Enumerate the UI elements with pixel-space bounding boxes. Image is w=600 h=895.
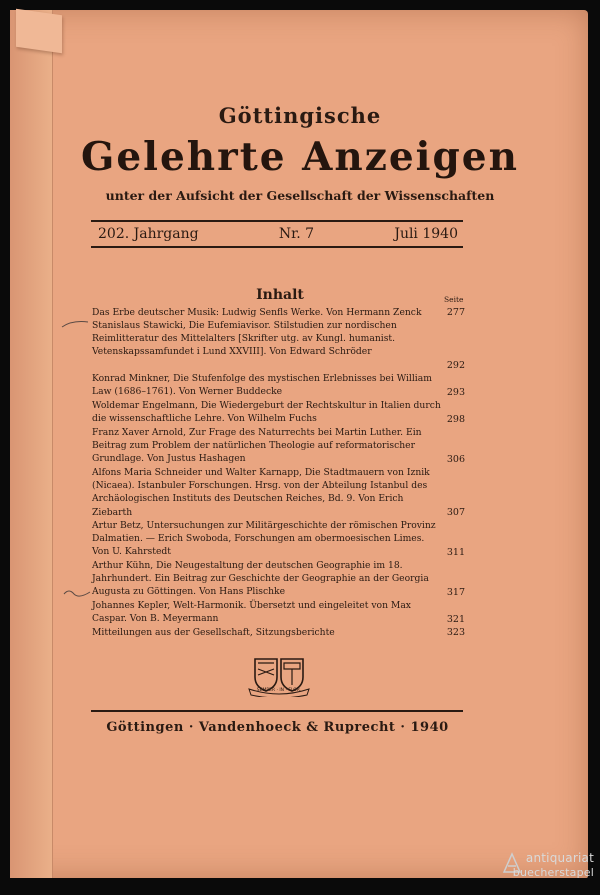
toc-entry [92, 519, 465, 559]
toc-entry-page: 321 [446, 613, 465, 625]
toc-entry-text: Mitteilungen aus der Gesellschaft, Sitzungsberichte [92, 627, 335, 638]
toc-entry [92, 626, 465, 639]
toc-entry [92, 559, 465, 599]
emblem-motto: SEMPER · IN · FLOR. [256, 688, 302, 693]
bottom-rule [91, 246, 463, 248]
toc-entry-text: Das Erbe deutscher Musik: Ludwig Senfls Werke. Von Hermann Zenck [92, 307, 422, 318]
watermark-line-1: antiquariat [525, 851, 594, 865]
toc-entry [92, 319, 465, 372]
toc-entry-text: Artur Betz, Untersuchungen zur Militärgeschichte der römischen Provinz Dalmatien. — Erich Swoboda, Forschungen am obermoesischen Limes. Von U. Kahrstedt [92, 520, 436, 558]
toc-entry-page: 292 [446, 359, 465, 371]
toc-entry [92, 372, 465, 399]
volume-label: 202. Jahrgang [98, 226, 199, 242]
toc-entry-text: Konrad Minkner, Die Stufenfolge des mystischen Erlebnisses bei William Law (1686–1761). Von Werner Buddecke [92, 373, 432, 398]
toc-entry [92, 466, 465, 519]
toc-entry-page: 317 [446, 586, 465, 598]
toc-entry-page: 298 [446, 413, 465, 425]
toc-entry [92, 399, 465, 426]
toc-entry-page: 306 [446, 453, 465, 465]
watermark-line-2: buecherstapel [512, 866, 594, 879]
toc-entry-text: Alfons Maria Schneider und Walter Karnapp, Die Stadtmauern von Iznik (Nicaea). Istanbuler Forschungen. Hrsg. von der Abteilung Istanbul des Archäologischen Instituts des Deutschen Reiches, Bd. 9. Von Erich Ziebarth [92, 467, 430, 518]
top-rule [91, 220, 463, 222]
toc-entry-text: Franz Xaver Arnold, Zur Frage des Naturrechts bei Martin Luther. Ein Beitrag zum Problem der natürlichen Theologie auf reformatorischer Grundlage. Von Justus Hashagen [92, 427, 422, 465]
journal-supervision-line: unter der Aufsicht der Gesellschaft der Wissenschaften [105, 188, 495, 203]
pencil-mark [62, 587, 92, 601]
journal-subtitle: Göttingische [218, 103, 382, 128]
toc-entry-text: Arthur Kühn, Die Neugestaltung der deutschen Geographie im 18. Jahrhundert. Ein Beitrag zur Geschichte der Geographie an der Georgia Augusta zu Göttingen. Von Hans Plischke [92, 560, 429, 598]
toc-entry [92, 306, 465, 319]
toc-heading: Inhalt [256, 287, 304, 303]
issue-date: Juli 1940 [394, 226, 458, 242]
toc-entry-page: 277 [446, 306, 465, 318]
issue-info [98, 226, 458, 242]
folded-corner [16, 9, 62, 53]
publisher-rule [91, 710, 463, 712]
toc-entry [92, 599, 465, 626]
pencil-mark [60, 318, 90, 330]
table-of-contents [92, 306, 465, 639]
toc-entry-page: 307 [446, 506, 465, 518]
toc-entry-page: 293 [446, 386, 465, 398]
toc-entry-page: 323 [446, 626, 465, 638]
toc-entry-text: Johannes Kepler, Welt-Harmonik. Übersetzt und eingeleitet von Max Caspar. Von B. Meyermann [92, 600, 411, 625]
toc-entry-text: Stanislaus Stawicki, Die Eufemiavisor. Stilstudien zur nordischen Reimlitteratur des Mittelalters [Skrifter utg. av Kungl. humanist. Vetenskapssamfundet i Lund XXVIII]. Von Edward Schröder [92, 320, 397, 358]
issue-number: Nr. 7 [278, 226, 315, 242]
toc-entry [92, 426, 465, 466]
publisher-line: Göttingen · Vandenhoeck & Ruprecht · 1940 [106, 720, 449, 735]
toc-entry-page: 311 [446, 546, 465, 558]
toc-page-label: Seite [444, 295, 464, 304]
toc-entry-text: Woldemar Engelmann, Die Wiedergeburt der Rechtskultur in Italien durch die wissenschaftliche Lehre. Von Wilhelm Fuchs [92, 400, 441, 425]
journal-title: Gelehrte Anzeigen [81, 134, 519, 180]
